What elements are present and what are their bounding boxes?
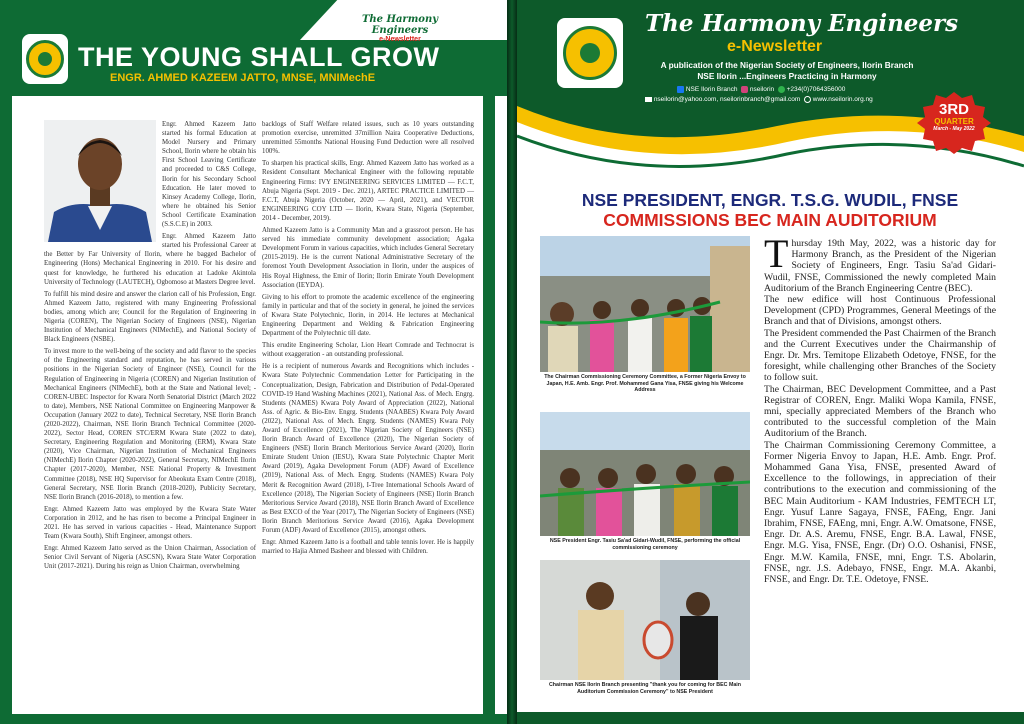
web-icon [804, 96, 811, 103]
caption-1: The Chairman Commissioning Ceremony Committee, a Former Nigeria Envoy to Japan, H.E. Amb. Engr. Prof. Mohammed Gana Yisa, FNSE giving his Welcome Address [544, 374, 746, 394]
contact-instagram: nseilorin [749, 86, 775, 94]
paragraph: Engr. Ahmed Kazeem Jatto served as the Union Chairman, Association of Senior Civil Servant of Nigeria (ASCSN), Kwara State Water Corporation Unit (2017-2021). During his reign as Union Chairman, overwhelming [44, 545, 256, 571]
masthead-info [637, 60, 937, 82]
contact-email: nseilorin@yahoo.com, nseilorinbranch@gmail.com [653, 96, 801, 104]
photo-welcome-address [540, 236, 750, 372]
quarter-badge [917, 92, 991, 154]
article-column-2 [262, 120, 474, 559]
contacts-row-1 [677, 86, 845, 93]
caption-2: NSE President Engr. Tasiu Sa'ad Gidari-Wudil, FNSE, performing the official commissioning ceremony [549, 538, 741, 551]
right-page [517, 0, 1024, 724]
paragraph: Giving to his effort to promote the academic excellence of the engineering family in particular and that of the society in general, he joined the services of Kwara State Polytechnic, Ilorin, in 2014. He lectures at Mechanical Engineering Department and Welding & Fabrication Engineering Department of the Polytechnic till date. [262, 293, 474, 338]
nse-logo-icon [557, 18, 623, 88]
page-spine [507, 0, 517, 724]
left-left-border [0, 96, 12, 724]
tagline: NSE Ilorin ...Engineers Practicing in Harmony [697, 71, 877, 81]
story-paragraph: The new edifice will host Continuous Professional Development (CPD) Programmes, General Meetings of the Branch and that of Divisions, amongst others. [764, 294, 996, 328]
story-lead: hursday 19th May, 2022, was a historic day for Harmony Branch, as the President of the Nigerian Society of Engineers, Engr. Tasiu Sa'ad Gidari-Wudil, FNSE, Commissioned the newly completed Main Auditorium of the Branch Engineering Centre (BEC). [764, 238, 996, 294]
contact-web: www.nseilorin.org.ng [812, 96, 873, 104]
paragraph: Ahmed Kazeem Jatto is a Community Man and a grassroot person. He has served his immediate community development association; Agaka Development Forum in various capacities, which includes General Secretary (2015-2019). He is the current National Administrative Secretary of the foremost Youth Development Association in Ilorin, under the auspices of His Royal Highness, the Emir of Ilorin; Ilorin Emirate Youth Development Association (IEYDA). [262, 227, 474, 289]
nse-logo-icon [22, 34, 68, 84]
headline-line-1: NSE PRESIDENT, ENGR. T.S.G. WUDIL, FNSE [581, 190, 959, 210]
contact-phone: +234(0)7064356000 [786, 86, 846, 94]
email-icon [645, 97, 652, 102]
left-right-border [483, 96, 495, 724]
story-paragraph: The Chairman Commissioning Ceremony Committee, a Former Nigeria Envoy to Japan, H.E. Amb. Engr. Prof. Mohammed Gana Yisa, FNSE, presented Award of Excellence to the followings, in appreciation of their contributions to the execution and commissioning of the BEC Main Auditorium - KAM Industries, FEMTECH LT, Engr. Yusuf Lanre Sagaya, FNSE, FAEng, Engr. Jani Ibrahim, FNSE, FAEng, mni, Engr. A.W. Omatsone, FNSE, Engr. Dr. A.S. Aremu, FNSE, Engr. B.A. Lawal, FNSE, Engr. M.G. Yisa, FNSE, Engr. (Dr) O.O. Oshanisi, FNSE, Engr. M.W. Kamila, FNSE, mni, Engr. T.S. Abolarin, FNSE, ngr. J.S. Adebayo, FNSE, Engr. M.A. Akanbi, FNSE, and Engr. Dr. T.E. Odetoye, FNSE. [764, 439, 996, 586]
paragraph: To sharpen his practical skills, Engr. Ahmed Kazeem Jatto has worked as a Resident Consultant Mechanical Engineer with the following reputable Engineering Firms: IVY ENGINEERING SERVICES LIMITED — F.C.T, Abuja Nigeria (Sept. 2019 - Dec. 2021), ARTEC PRACTICE LIMITED — F.C.T, Abuja Nigeria (October, 2020 — April, 2021), and VECTOR ENGINEERING COY LTD — Ilorin, Kwara State, Nigeria (September, 2014 - December, 2019). [262, 160, 474, 222]
paragraph: Engr. Ahmed Kazeem Jatto is a football and table tennis lover. He is happily married to Hajia Ahmed Basheer and blessed with Children. [262, 539, 474, 556]
left-bottom-border [0, 714, 507, 724]
left-brand-title: The Harmony Engineers [361, 14, 439, 36]
masthead-title: The Harmony Engineers [645, 10, 959, 37]
page-title: THE YOUNG SHALL GROW [78, 42, 440, 72]
masthead-sub: e-Newsletter [727, 38, 823, 55]
paragraph: This erudite Engineering Scholar, Lion Heart Comrade and Technocrat is without exaggeration - an outstanding professional. [262, 342, 474, 359]
headline [535, 190, 1005, 230]
story-paragraph: The President commended the Past Chairmen of the Branch and the Current Executives under the Chairmanship of Engr. Dr. Mrs. Temitope Elizabeth Odetoye, FNSE, for the foresight, while challenging other Branches of the Society to follow suit. [764, 327, 996, 384]
phone-icon [778, 86, 785, 93]
photo-commissioning [540, 412, 750, 536]
badge-months: March - May 2022 [933, 126, 975, 132]
paragraph: Engr. Ahmed Kazeem Jatto started his Professional Career at the Better by Far University of Ilorin, where he bagged Bachelor of Engineering (Hons) Mechanical Engineering in 2010. For his desire and quest for knowledge, he furthered his education at Ladoke Akintola University of Technology (LAUTECH), Ogbomoso at Masters Degree level. [44, 233, 256, 286]
left-brand-sub: e-Newsletter [379, 36, 421, 43]
contact-facebook: NSE Ilorin Branch [685, 86, 738, 94]
right-bottom-border [517, 712, 1024, 724]
left-brand [340, 14, 460, 43]
lead-paragraph: Engr. Ahmed Kazeem Jatto started his formal Education at Model Nursery and Primary School, Ilorin where he obtain his First School Leaving Certificate and proceeded to C&S College, Ilorin for his Secondary School Education. He later moved to Kinsey Academy College, Ilorin, where he obtained his Senior School Certificate Examination (S.S.C.E) in 2003. [162, 121, 256, 229]
instagram-icon [741, 86, 748, 93]
left-page [0, 0, 507, 724]
badge-word: QUARTER [934, 117, 974, 126]
paragraph: He is a recipient of numerous Awards and Recognitions which includes - Kwara State Polytechnic Commendation Letter for Participating in the Conceptualization, Design, Fabrication and Distribution of Pedal-Operated COVID-19 Hand Washing Machines (2021), National Ass. of Mech. Engrg. Students (NAMES) Kwara Poly Award of Appreciation (2022), National Ass. of Agric. & Bio-Env. Engrg. Students (NAABES) Kwara Poly Award (2022), National Ass. of Mech. Engrg. Students (NAMES) Kwara Poly Award of Excellence (2021), The Nigerian Society of Engineers (NSE) Ilorin Branch Award of Excellence (2020), The Nigerian Society of Engineers (NSE) Ilorin Branch Meritorious Service Award (2020), Ilorin Emirate Student Union (IESU), Kwara State Polytechnic Chapter Merit Award (2019), Agaka Development Forum (ADF) Award of Excellence (2019), National Ass. of Mech. Engrg. Students (NAMES) Kwara Poly Merit & Recognition Award (2018), I-Tree International Schools Award of Excellence (2018), The Nigerian Society of Engineers (NSE) Ilorin Branch Meritorious Service Award (2018), NSE Ilorin Branch Award of Excellence as Best EXCO of the Year (2017), The Nigerian Society of Engineers (NSE) Ilorin Branch Meritorious Service Award (2016), Agaka Development Forum (ADF) Award of Excellence (2015), amongst others. [262, 363, 474, 535]
paragraph: Engr. Ahmed Kazeem Jatto was employed by the Kwara State Water Corporation in 2012, and he has risen to become a Principal Engineer in 2021. He has served in various capacities - Head, Maintenance Support Team (Kwara South), Shift Engineer, amongst others. [44, 505, 256, 541]
headline-line-2: COMMISSIONS BEC MAIN AUDITORIUM [603, 210, 937, 230]
paragraph: backlogs of Staff Welfare related issues, such as 10 years outstanding promotion exercise, unremitted 37million Naira Cooperative Deductions, unremitted 55months National Housing Fund Deduction were all resolved 100%. [262, 121, 474, 156]
badge-number: 3RD [938, 101, 969, 118]
paragraph: To invest more to the well-being of the society and add flavor to the species of the Engineering standard and reputation, he has served in various positions in the Nigerian Society of Engineer (NSE), Council for the Regulation of Engineering in Nigeria (COREN) and Nigerian Institution of Mechanical Engineers (NIMechE), both at the State and National level; - COREN-UBEC Inspector for Kwara North Senatorial District (March 2022 to date), Members, NSE National Committee on Engineering Manpower & Occupation (January 2022 to date), Technical Secretary, NSE Ilorin Branch (2020-2022), Chairman, NSE Ilorin Branch Technical Committee (2020-2022), Sector Head, COREN STC/ERM Kwara State (2022 to date), Secretary, Engineering Regulation and Monitoring (ERM), Kwara State (2020), Vice Chairman, Nigerian Institution of Mechanical Engineers (NIMechE) Ilorin Chapter (2020-2022), General Secretary, NIMechE Ilorin Chapter (2017-2020), Member, NSE National Property & Investment Committee (2018), NSE HQ Supervisor for Abeokuta Exam Centre (2018), General Secretary, NSE Ilorin Branch (2018-2020), Publicity Secretary, NSE Ilorin Branch (2016-2018), to mention a few. [44, 348, 256, 501]
photo-presentation [540, 560, 750, 680]
page-subtitle: ENGR. AHMED KAZEEM JATTO, MNSE, MNIMechE [110, 72, 376, 84]
facebook-icon [677, 86, 684, 93]
paragraph: To fulfill his mind desire and answer the clarion call of his Profession, Engr. Ahmed Kazeem Jatto, registered with many Engineering Professional bodies, among which are; Council for the Regulation of Engineering in Nigeria (COREN), The Nigerian Society of Engineers (NSE), Nigerian Institution of Mechanical Engineers (NIMechE), and National Society of Black Engineers (NSBE). [44, 290, 256, 344]
story-text [764, 231, 996, 586]
photo-spacer [44, 120, 162, 246]
drop-cap: T [764, 231, 789, 276]
contacts-row-2 [645, 96, 873, 103]
story-paragraph: The Chairman, BEC Development Committee, and a Past Registrar of COREN, Engr. Maliki Wopa Kamila, FNSE, mni, specially appreciated Members of the Branch who contributed to the successful completion of the Main Auditorium of the Branch. [764, 383, 996, 440]
caption-3: Chairman NSE Ilorin Branch presenting "thank you for coming for BEC Main Auditorium Commission Ceremony" to NSE President [548, 682, 742, 695]
article-column-1 [44, 120, 256, 575]
publication-line: A publication of the Nigerian Society of Engineers, Ilorin Branch [660, 60, 914, 70]
